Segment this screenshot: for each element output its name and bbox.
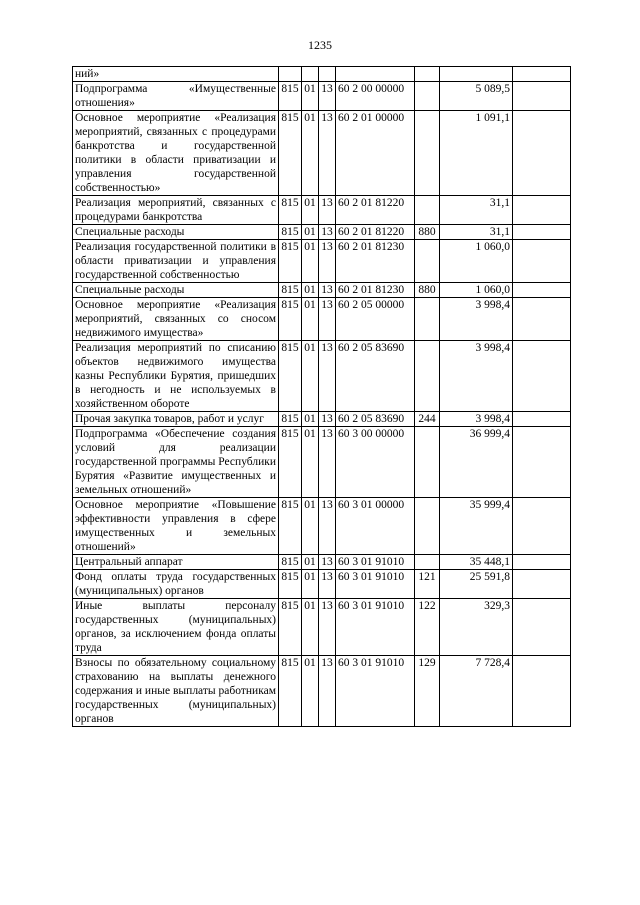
subsection-code-cell: 13 [319, 427, 336, 498]
target-item-code-cell: 60 3 01 91010 [336, 555, 415, 570]
expense-type-code-cell [415, 555, 440, 570]
department-code-cell: 815 [279, 427, 302, 498]
expense-type-code-cell [415, 498, 440, 555]
empty-column-cell [513, 67, 571, 82]
subsection-code-cell: 13 [319, 341, 336, 412]
target-item-code-cell: 60 2 01 00000 [336, 111, 415, 196]
department-code-cell: 815 [279, 599, 302, 656]
section-code-cell: 01 [302, 82, 319, 111]
target-item-code-cell: 60 3 01 91010 [336, 570, 415, 599]
target-item-code-cell: 60 3 01 91010 [336, 599, 415, 656]
expense-name-cell: Подпрограмма «Имущественные отношения» [73, 82, 279, 111]
expense-name-cell: Реализация мероприятий по списанию объектов недвижимого имущества казны Республики Бурятия, пришедших в негодность и не используемых в хозяйственном обороте [73, 341, 279, 412]
expense-type-code-cell [415, 111, 440, 196]
amount-cell: 1 060,0 [440, 240, 513, 283]
target-item-code-cell: 60 3 00 00000 [336, 427, 415, 498]
empty-column-cell [513, 196, 571, 225]
amount-cell: 1 060,0 [440, 283, 513, 298]
empty-column-cell [513, 427, 571, 498]
department-code-cell: 815 [279, 82, 302, 111]
empty-column-cell [513, 599, 571, 656]
department-code-cell: 815 [279, 412, 302, 427]
expense-type-code-cell: 244 [415, 412, 440, 427]
empty-column-cell [513, 498, 571, 555]
expense-name-cell: Фонд оплаты труда государственных (муниципальных) органов [73, 570, 279, 599]
section-code-cell: 01 [302, 196, 319, 225]
department-code-cell: 815 [279, 498, 302, 555]
department-code-cell: 815 [279, 196, 302, 225]
amount-cell: 31,1 [440, 196, 513, 225]
subsection-code-cell [319, 67, 336, 82]
empty-column-cell [513, 341, 571, 412]
empty-column-cell [513, 570, 571, 599]
subsection-code-cell: 13 [319, 555, 336, 570]
section-code-cell: 01 [302, 656, 319, 727]
budget-table [72, 66, 571, 727]
table-row [73, 111, 571, 196]
department-code-cell: 815 [279, 225, 302, 240]
subsection-code-cell: 13 [319, 240, 336, 283]
amount-cell: 35 448,1 [440, 555, 513, 570]
target-item-code-cell: 60 2 01 81220 [336, 196, 415, 225]
table-row [73, 599, 571, 656]
expense-type-code-cell [415, 196, 440, 225]
amount-cell: 31,1 [440, 225, 513, 240]
empty-column-cell [513, 283, 571, 298]
expense-name-cell: Основное мероприятие «Повышение эффективности управления в сфере имущественных и земельных отношений» [73, 498, 279, 555]
subsection-code-cell: 13 [319, 412, 336, 427]
target-item-code-cell: 60 2 01 81230 [336, 283, 415, 298]
expense-type-code-cell: 880 [415, 283, 440, 298]
department-code-cell: 815 [279, 240, 302, 283]
target-item-code-cell: 60 2 01 81230 [336, 240, 415, 283]
table-row [73, 412, 571, 427]
section-code-cell: 01 [302, 599, 319, 656]
expense-name-cell: Специальные расходы [73, 225, 279, 240]
amount-cell [440, 67, 513, 82]
empty-column-cell [513, 82, 571, 111]
empty-column-cell [513, 111, 571, 196]
expense-type-code-cell [415, 240, 440, 283]
section-code-cell: 01 [302, 111, 319, 196]
subsection-code-cell: 13 [319, 111, 336, 196]
empty-column-cell [513, 656, 571, 727]
section-code-cell: 01 [302, 298, 319, 341]
amount-cell: 3 998,4 [440, 341, 513, 412]
amount-cell: 36 999,4 [440, 427, 513, 498]
subsection-code-cell: 13 [319, 225, 336, 240]
empty-column-cell [513, 298, 571, 341]
target-item-code-cell: 60 2 05 00000 [336, 298, 415, 341]
table-row [73, 656, 571, 727]
expense-name-cell: Специальные расходы [73, 283, 279, 298]
target-item-code-cell [336, 67, 415, 82]
empty-column-cell [513, 412, 571, 427]
target-item-code-cell: 60 3 01 00000 [336, 498, 415, 555]
subsection-code-cell: 13 [319, 283, 336, 298]
subsection-code-cell: 13 [319, 298, 336, 341]
department-code-cell: 815 [279, 298, 302, 341]
section-code-cell: 01 [302, 412, 319, 427]
subsection-code-cell: 13 [319, 599, 336, 656]
expense-name-cell: Прочая закупка товаров, работ и услуг [73, 412, 279, 427]
subsection-code-cell: 13 [319, 498, 336, 555]
section-code-cell: 01 [302, 341, 319, 412]
section-code-cell: 01 [302, 427, 319, 498]
department-code-cell: 815 [279, 283, 302, 298]
subsection-code-cell: 13 [319, 82, 336, 111]
table-row [73, 283, 571, 298]
target-item-code-cell: 60 2 01 81220 [336, 225, 415, 240]
department-code-cell: 815 [279, 341, 302, 412]
table-row [73, 240, 571, 283]
table-row [73, 498, 571, 555]
expense-name-cell: ний» [73, 67, 279, 82]
department-code-cell: 815 [279, 555, 302, 570]
amount-cell: 1 091,1 [440, 111, 513, 196]
department-code-cell: 815 [279, 656, 302, 727]
subsection-code-cell: 13 [319, 196, 336, 225]
table-row [73, 555, 571, 570]
budget-table-body [73, 67, 571, 727]
table-row [73, 67, 571, 82]
expense-name-cell: Реализация государственной политики в области приватизации и управления государственной собственностью [73, 240, 279, 283]
table-row [73, 196, 571, 225]
section-code-cell [302, 67, 319, 82]
table-row [73, 298, 571, 341]
expense-type-code-cell [415, 427, 440, 498]
section-code-cell: 01 [302, 498, 319, 555]
expense-name-cell: Иные выплаты персоналу государственных (муниципальных) органов, за исключением фонда оплаты труда [73, 599, 279, 656]
expense-type-code-cell [415, 341, 440, 412]
amount-cell: 3 998,4 [440, 412, 513, 427]
expense-name-cell: Центральный аппарат [73, 555, 279, 570]
target-item-code-cell: 60 2 05 83690 [336, 341, 415, 412]
amount-cell: 3 998,4 [440, 298, 513, 341]
target-item-code-cell: 60 2 05 83690 [336, 412, 415, 427]
expense-name-cell: Основное мероприятие «Реализация мероприятий, связанных со сносом недвижимого имущества» [73, 298, 279, 341]
subsection-code-cell: 13 [319, 570, 336, 599]
expense-type-code-cell [415, 298, 440, 341]
section-code-cell: 01 [302, 570, 319, 599]
department-code-cell: 815 [279, 570, 302, 599]
table-row [73, 82, 571, 111]
expense-name-cell: Подпрограмма «Обеспечение создания условий для реализации государственной программы Республики Бурятия «Развитие имущественных и земельных отношений» [73, 427, 279, 498]
table-row [73, 225, 571, 240]
expense-type-code-cell: 129 [415, 656, 440, 727]
section-code-cell: 01 [302, 225, 319, 240]
expense-type-code-cell [415, 82, 440, 111]
amount-cell: 7 728,4 [440, 656, 513, 727]
section-code-cell: 01 [302, 283, 319, 298]
expense-name-cell: Взносы по обязательному социальному страхованию на выплаты денежного содержания и иные выплаты работникам государственных (муниципальных) органов [73, 656, 279, 727]
expense-type-code-cell: 880 [415, 225, 440, 240]
amount-cell: 329,3 [440, 599, 513, 656]
empty-column-cell [513, 225, 571, 240]
expense-name-cell: Реализация мероприятий, связанных с процедурами банкротства [73, 196, 279, 225]
page-number: 1235 [308, 38, 332, 52]
table-row [73, 570, 571, 599]
target-item-code-cell: 60 2 00 00000 [336, 82, 415, 111]
table-row [73, 341, 571, 412]
empty-column-cell [513, 555, 571, 570]
amount-cell: 35 999,4 [440, 498, 513, 555]
expense-type-code-cell [415, 67, 440, 82]
target-item-code-cell: 60 3 01 91010 [336, 656, 415, 727]
subsection-code-cell: 13 [319, 656, 336, 727]
section-code-cell: 01 [302, 240, 319, 283]
section-code-cell: 01 [302, 555, 319, 570]
department-code-cell: 815 [279, 111, 302, 196]
expense-type-code-cell: 122 [415, 599, 440, 656]
amount-cell: 5 089,5 [440, 82, 513, 111]
expense-type-code-cell: 121 [415, 570, 440, 599]
expense-name-cell: Основное мероприятие «Реализация мероприятий, связанных с процедурами банкротства и государственной политики в области приватизации и управления государственной собственностью» [73, 111, 279, 196]
empty-column-cell [513, 240, 571, 283]
amount-cell: 25 591,8 [440, 570, 513, 599]
table-row [73, 427, 571, 498]
department-code-cell [279, 67, 302, 82]
